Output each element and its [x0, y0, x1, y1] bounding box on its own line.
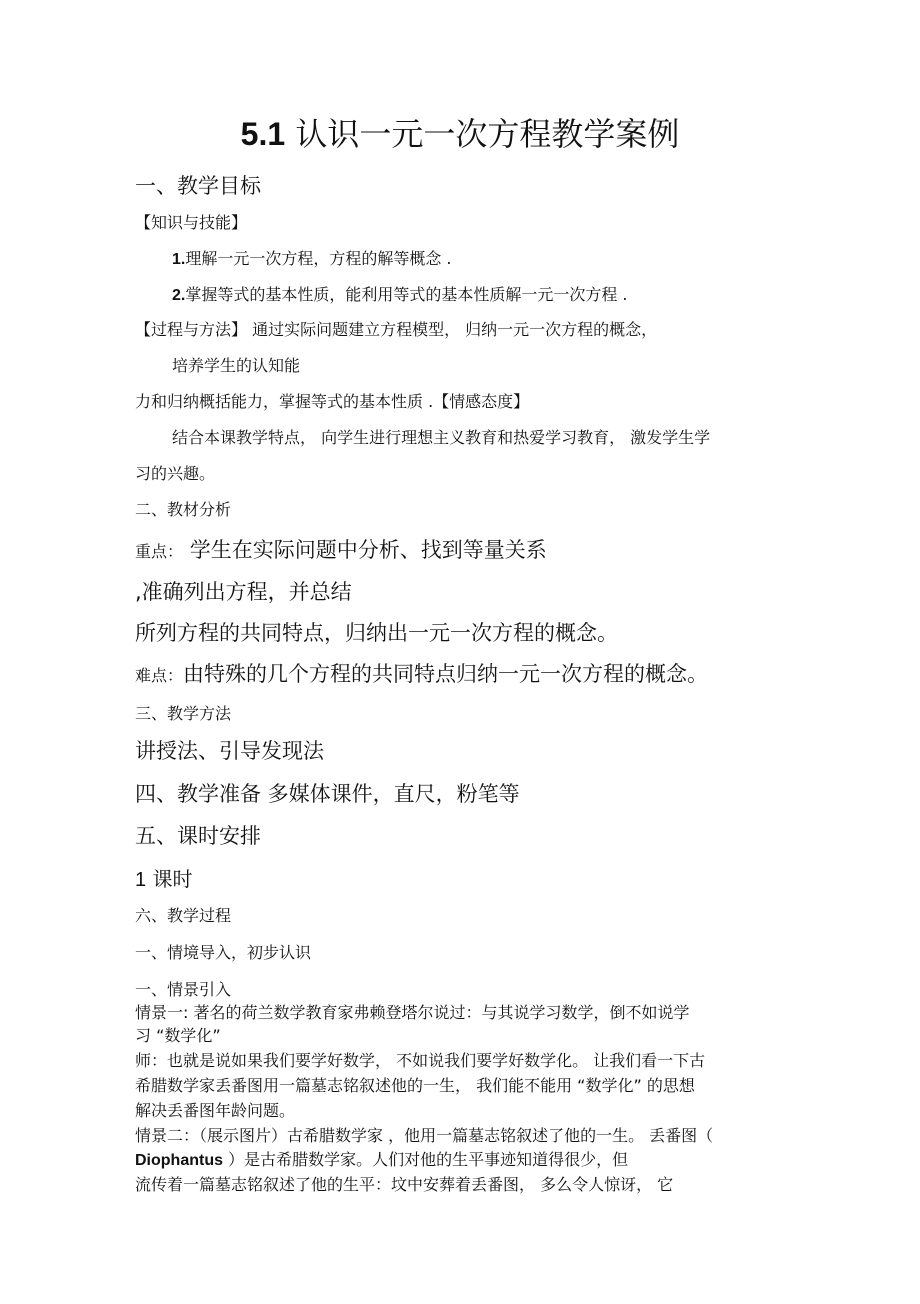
step-scene-intro: 一、情景引入 [135, 980, 232, 999]
scene-2-line-2-text: ）是古希腊数学家。人们对他的生平事迹知道得很少，但 [223, 1150, 629, 1169]
class-hours-value [135, 869, 192, 890]
knowledge-label: 【知识与技能】 [135, 213, 248, 232]
key-point-label: 重点： [135, 542, 184, 561]
title-number: 5.1 [240, 116, 286, 152]
ability-line: 力和归纳概括能力，掌握等式的基本性质 .【情感态度】 [135, 392, 530, 411]
diophantus-name: Diophantus [135, 1152, 223, 1169]
difficulty-line [135, 664, 708, 685]
step-situation-intro: 一、情境导入，初步认识 [135, 943, 312, 962]
emotion-line-2: 习的兴趣。 [135, 464, 216, 483]
class-hours-number: 1 [135, 869, 147, 891]
goal-item-2 [172, 287, 628, 304]
scene-2-line-2 [135, 1152, 628, 1169]
section-material-analysis: 二、教材分析 [135, 500, 232, 519]
goal-item-1-text: 理解一元一次方程，方程的解等概念 . [185, 249, 452, 268]
section-teaching-goals: 一、教学目标 [135, 174, 261, 198]
process-method-line: 【过程与方法】 通过实际问题建立方程模型， 归纳一元一次方程的概念， [135, 320, 658, 339]
goal-item-1 [172, 251, 452, 268]
document-title [0, 115, 920, 153]
teaching-methods-text: 讲授法、引导发现法 [135, 739, 324, 763]
key-point-line-3: 所列方程的共同特点，归纳出一元一次方程的概念。 [135, 621, 618, 645]
difficulty-label: 难点： [135, 666, 184, 685]
emotion-line-1: 结合本课教学特点， 向学生进行理想主义教育和热爱学习教育， 激发学生学 [172, 428, 711, 447]
key-point-text: 学生在实际问题中分析、找到等量关系 [183, 538, 547, 562]
section-teaching-methods: 三、教学方法 [135, 704, 232, 723]
teacher-line-1: 师：也就是说如果我们要学好数学， 不如说我们要学好数学化。 让我们看一下古 [135, 1051, 706, 1070]
difficulty-text: 由特殊的几个方程的共同特点归纳一元一次方程的概念。 [183, 662, 709, 686]
class-hours-text: 课时 [146, 867, 193, 891]
scene-2-line-3: 流传着一篇墓志铭叙述了他的生平：坟中安葬着丢番图， 多么令人惊讶， 它 [135, 1175, 674, 1194]
teacher-line-2: 希腊数学家丢番图用一篇墓志铭叙述他的一生， 我们能不能用 “数学化” 的思想 [135, 1076, 695, 1095]
scene-1-line-1: 情景一: 著名的荷兰数学教育家弗赖登塔尔说过：与其说学习数学，倒不如说学 [135, 1003, 690, 1022]
teacher-line-3: 解决丢番图年龄问题。 [135, 1101, 296, 1120]
key-point-line-2: ,准确列出方程，并总结 [135, 580, 352, 604]
process-method-continued: 培养学生的认知能 [172, 356, 301, 375]
key-point-line [135, 540, 547, 561]
scene-1-line-2: 习 “数学化” [135, 1026, 221, 1045]
section-class-hours: 五、课时安排 [135, 824, 261, 848]
title-text: 认识一元一次方程教学案例 [285, 115, 680, 153]
section-teaching-process: 六、教学过程 [135, 906, 232, 925]
teaching-preparation-line: 四、教学准备 多媒体课件，直尺，粉笔等 [135, 782, 520, 806]
goal-item-1-number: 1. [172, 251, 186, 268]
scene-2-line-1: 情景二：（展示图片）古希腊数学家 ，他用一篇墓志铭叙述了他的一生。 丢番图（ [135, 1126, 714, 1145]
goal-item-2-text: 掌握等式的基本性质，能利用等式的基本性质解一元一次方程 . [185, 285, 628, 304]
goal-item-2-number: 2. [172, 287, 186, 304]
